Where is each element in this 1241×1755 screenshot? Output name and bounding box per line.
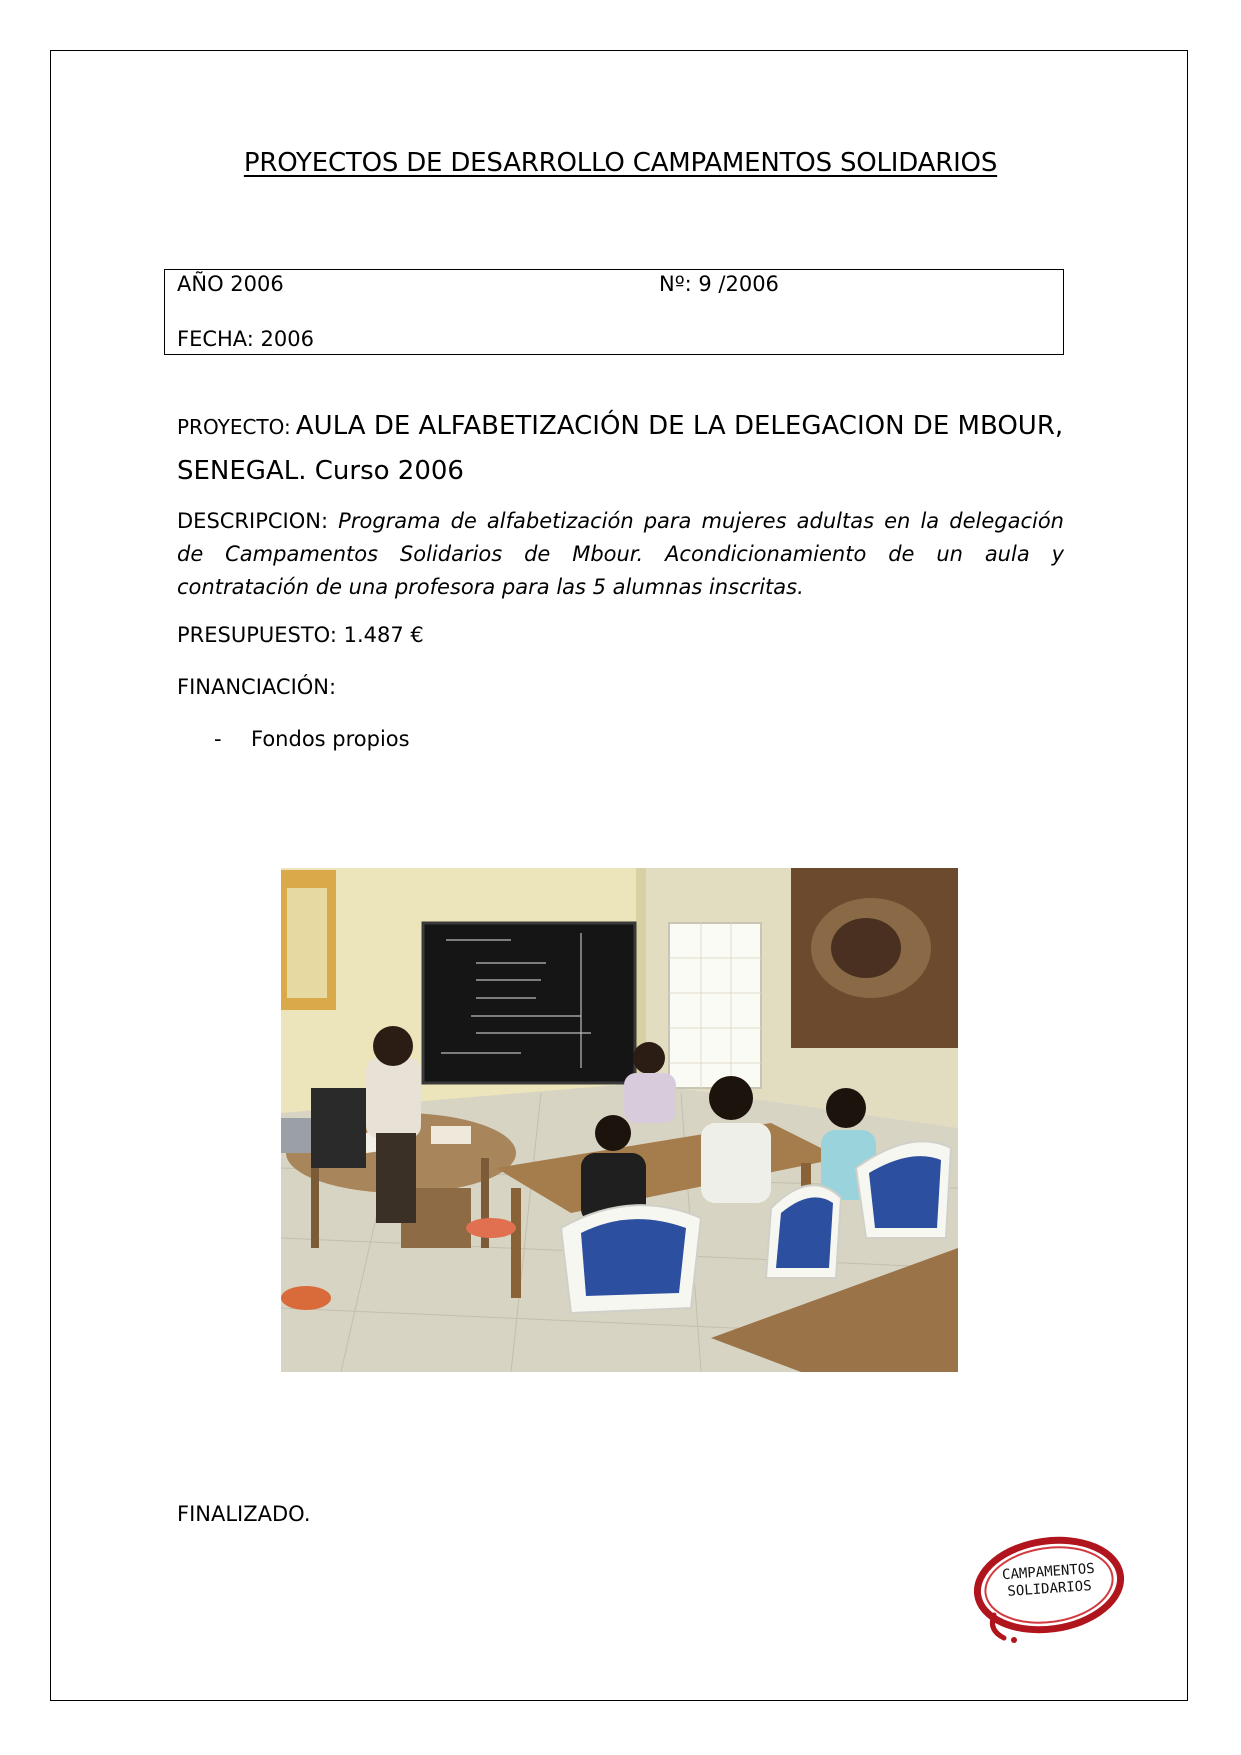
logo-line-2: SOLIDARIOS xyxy=(1006,1578,1093,1600)
description-section xyxy=(177,505,1064,604)
date-field: FECHA: 2006 xyxy=(177,327,314,351)
project-section xyxy=(177,405,1077,495)
classroom-photo xyxy=(281,868,958,1372)
status-text: FINALIZADO. xyxy=(177,1502,311,1526)
document-title: PROYECTOS DE DESARROLLO CAMPAMENTOS SOLIDARIOS xyxy=(243,148,998,178)
info-box xyxy=(164,269,1064,355)
year-field: AÑO 2006 xyxy=(177,272,284,296)
financing-item-text: Fondos propios xyxy=(251,727,410,751)
financing-item xyxy=(214,727,410,751)
financing-label: FINANCIACIÓN: xyxy=(177,675,337,699)
description-text: Programa de alfabetización para mujeres adultas en la delegación de Campamentos Solidarios de Mbour. Acondicionamiento de un aula y contratación de una profesora para las 5 alumnas inscritas. xyxy=(177,509,1064,599)
budget-line: PRESUPUESTO: 1.487 € xyxy=(177,623,424,647)
campamentos-solidarios-logo xyxy=(966,1530,1132,1650)
number-field: Nº: 9 /2006 xyxy=(659,272,779,296)
description-label: DESCRIPCION: xyxy=(177,509,329,533)
logo-line-1: CAMPAMENTOS xyxy=(1001,1560,1096,1584)
project-title: AULA DE ALFABETIZACIÓN DE LA DELEGACION DE MBOUR, SENEGAL. Curso 2006 xyxy=(177,411,1064,486)
list-bullet: - xyxy=(214,727,222,751)
project-label: PROYECTO: xyxy=(177,415,291,439)
